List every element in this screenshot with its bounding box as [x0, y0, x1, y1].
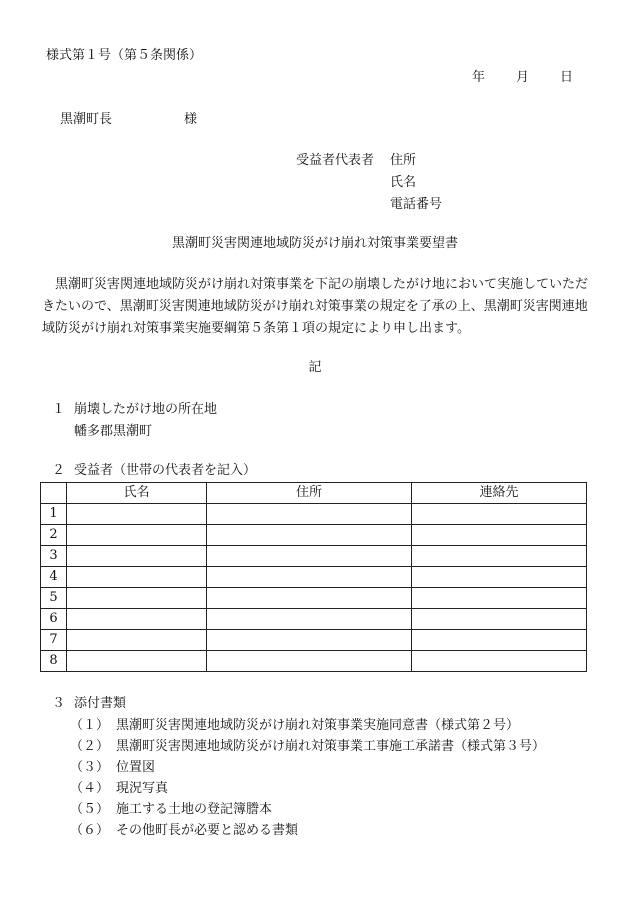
address-cell — [207, 630, 412, 651]
applicant-phone-label: 電話番号 — [390, 197, 443, 212]
beneficiary-table — [40, 482, 587, 672]
list-item-text: 黒潮町災害関連地域防災がけ崩れ対策事業実施同意書（様式第２号） — [116, 718, 520, 733]
name-cell — [67, 588, 207, 609]
contact-cell — [412, 546, 587, 567]
address-cell — [207, 504, 412, 525]
address-cell — [207, 567, 412, 588]
addressee — [60, 110, 197, 130]
name-cell — [67, 546, 207, 567]
date-day: 日 — [560, 70, 574, 85]
table-row — [41, 651, 587, 672]
row-number: 4 — [41, 567, 67, 588]
addressee-name: 黒潮町長 — [60, 112, 113, 127]
address-cell — [207, 525, 412, 546]
table-header-address: 住所 — [207, 483, 412, 504]
table-row — [41, 588, 587, 609]
row-number: 7 — [41, 630, 67, 651]
section-1-heading — [52, 400, 217, 420]
section-3-label: 添付書類 — [74, 696, 127, 711]
list-item — [70, 715, 545, 736]
table-row — [41, 609, 587, 630]
section-2-label: 受益者（世帯の代表者を記入） — [74, 463, 257, 478]
list-item — [70, 757, 545, 778]
list-item-number: （５） — [70, 802, 110, 817]
name-cell — [67, 504, 207, 525]
row-number: 8 — [41, 651, 67, 672]
applicant-name-label: 氏名 — [390, 175, 417, 190]
section-1-label: 崩壊したがけ地の所在地 — [74, 402, 218, 417]
date-month: 月 — [516, 70, 530, 85]
table-row — [41, 567, 587, 588]
list-item-number: （６） — [70, 823, 110, 838]
list-item-number: （３） — [70, 760, 110, 775]
list-item-text: その他町長が必要と認める書類 — [116, 823, 299, 838]
table-row — [41, 546, 587, 567]
section-3-heading — [52, 694, 126, 714]
applicant-label: 受益者代表者 — [296, 153, 375, 168]
list-item — [70, 820, 545, 841]
section-1-value: 幡多郡黒潮町 — [74, 424, 153, 439]
section-1-number: １ — [52, 402, 66, 417]
row-number: 6 — [41, 609, 67, 630]
table-header-number — [41, 483, 67, 504]
row-number: 2 — [41, 525, 67, 546]
section-2-heading — [52, 461, 256, 481]
table-row — [41, 504, 587, 525]
applicant-block — [296, 150, 442, 216]
name-cell — [67, 609, 207, 630]
ki-mark: 記 — [308, 360, 322, 375]
contact-cell — [412, 588, 587, 609]
name-cell — [67, 651, 207, 672]
list-item-number: （２） — [70, 739, 110, 754]
applicant-address-label: 住所 — [390, 153, 417, 168]
name-cell — [67, 630, 207, 651]
contact-cell — [412, 525, 587, 546]
address-cell — [207, 609, 412, 630]
list-item-text: 黒潮町災害関連地域防災がけ崩れ対策事業工事施工承諾書（様式第３号） — [116, 739, 546, 754]
row-number: 3 — [41, 546, 67, 567]
form-number: 様式第１号（第５条関係） — [46, 48, 203, 63]
table-row — [41, 630, 587, 651]
section-2-number: ２ — [52, 463, 66, 478]
name-cell — [67, 525, 207, 546]
address-cell — [207, 588, 412, 609]
list-item-text: 現況写真 — [116, 781, 169, 796]
date-year: 年 — [472, 70, 486, 85]
name-cell — [67, 567, 207, 588]
table-header-contact: 連絡先 — [412, 483, 587, 504]
table-row — [41, 525, 587, 546]
row-number: 5 — [41, 588, 67, 609]
contact-cell — [412, 609, 587, 630]
contact-cell — [412, 504, 587, 525]
contact-cell — [412, 567, 587, 588]
table-header-row — [41, 483, 587, 504]
date-line — [472, 68, 573, 88]
list-item-text: 施工する土地の登記簿謄本 — [116, 802, 273, 817]
list-item — [70, 736, 545, 757]
address-cell — [207, 651, 412, 672]
body-text: 黒潮町災害関連地域防災がけ崩れ対策事業を下記の崩壊したがけ地において実施していただきたいので、黒潮町災害関連地域防災がけ崩れ対策事業の規定を了承の上、黒潮町災害関連地域防災がけ崩れ対策事業実施要綱第５条第１項の規定により申し出ます。 — [42, 277, 589, 336]
addressee-honorific: 様 — [184, 112, 198, 127]
list-item-number: （４） — [70, 781, 110, 796]
row-number: 1 — [41, 504, 67, 525]
list-item-number: （１） — [70, 718, 110, 733]
list-item — [70, 778, 545, 799]
attachment-list — [70, 715, 545, 841]
document-title: 黒潮町災害関連地域防災がけ崩れ対策事業要望書 — [171, 236, 458, 251]
list-item — [70, 799, 545, 820]
section-3-number: ３ — [52, 696, 66, 711]
table-header-name: 氏名 — [67, 483, 207, 504]
contact-cell — [412, 630, 587, 651]
contact-cell — [412, 651, 587, 672]
list-item-text: 位置図 — [116, 760, 156, 775]
address-cell — [207, 546, 412, 567]
